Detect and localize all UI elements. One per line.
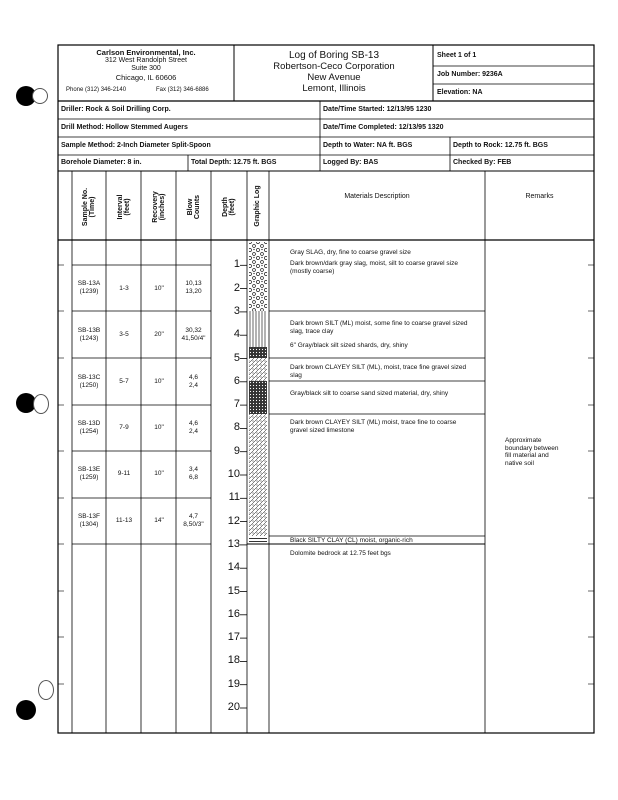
sample-no: SB-13C xyxy=(77,374,101,381)
col-depth: Depth (feet) xyxy=(222,197,236,217)
sample-recovery: 20" xyxy=(154,331,164,338)
depth-label: 18 xyxy=(227,654,240,667)
site-city: Lemont, Illinois xyxy=(302,83,366,94)
material-clayey-silt-lower: Dark brown CLAYEY SILT (ML) moist, trace fine to coarse gravel sized limestone xyxy=(290,419,457,434)
sample-time: (1250) xyxy=(79,382,99,389)
sample-interval: 5-7 xyxy=(119,378,129,385)
depth-label: 7 xyxy=(233,398,240,411)
sample-recovery: 10" xyxy=(154,470,164,477)
depth-label: 4 xyxy=(233,328,240,341)
depth-label: 17 xyxy=(227,631,240,644)
company-fax: Fax (312) 346-6886 xyxy=(156,87,209,93)
sample-blows-2: 2,4 xyxy=(188,428,199,435)
depth-label: 14 xyxy=(227,561,240,574)
boring-log-title: Log of Boring SB-13 xyxy=(288,50,380,61)
sample-interval: 1-3 xyxy=(119,285,129,292)
job-number: Job Number: 9236A xyxy=(437,71,503,78)
sample-blows-2: 2,4 xyxy=(188,382,199,389)
elevation: Elevation: NA xyxy=(437,89,483,96)
depth-to-rock: Depth to Rock: 12.75 ft. BGS xyxy=(453,142,548,149)
sample-no: SB-13E xyxy=(77,466,101,473)
sample-time: (1259) xyxy=(79,474,99,481)
date-completed: Date/Time Completed: 12/13/95 1320 xyxy=(323,124,444,131)
sample-method: Sample Method: 2-Inch Diameter Split-Spoon xyxy=(61,142,211,149)
company-city: Chicago, IL 60606 xyxy=(115,73,177,82)
depth-label: 11 xyxy=(228,491,240,504)
client-name: Robertson-Ceco Corporation xyxy=(273,61,395,72)
material-dark-slag: Dark brown/dark gray slag, moist, silt to coarse gravel size (mostly coarse) xyxy=(290,260,458,275)
company-suite: Suite 300 xyxy=(131,65,161,72)
sample-blows-1: 3,4 xyxy=(188,466,199,473)
sample-interval: 11-13 xyxy=(115,517,133,524)
drill-method: Drill Method: Hollow Stemmed Augers xyxy=(61,124,188,131)
checked-by: Checked By: FEB xyxy=(453,159,512,166)
sample-recovery: 10" xyxy=(154,378,164,385)
sample-blows-1: 30,32 xyxy=(185,327,202,334)
sample-time: (1239) xyxy=(79,288,99,295)
sample-blows-2: 41,50/4" xyxy=(181,335,206,342)
sample-blows-2: 8,50/3" xyxy=(183,521,204,528)
driller: Driller: Rock & Soil Drilling Corp. xyxy=(61,106,171,113)
depth-label: 20 xyxy=(227,701,240,713)
sample-blows-2: 6,8 xyxy=(188,474,199,481)
sample-blows-1: 4,7 xyxy=(188,513,199,520)
sample-blows-1: 10,13 xyxy=(185,280,202,287)
col-sample-no: Sample No. (Time) xyxy=(82,187,96,227)
sample-time: (1254) xyxy=(79,428,99,435)
depth-label: 16 xyxy=(227,607,240,620)
logged-by: Logged By: BAS xyxy=(323,159,379,166)
col-remarks: Remarks xyxy=(525,193,554,200)
material-gray-black-silt: Gray/black silt to coarse sand sized material, dry, shiny xyxy=(290,390,449,397)
sample-interval: 3-5 xyxy=(119,331,129,338)
sheet-number: Sheet 1 of 1 xyxy=(437,52,477,59)
sample-no: SB-13D xyxy=(77,420,101,427)
depth-label: 5 xyxy=(233,351,240,364)
site-street: New Avenue xyxy=(307,72,361,83)
company-name: Carlson Environmental, Inc. xyxy=(96,48,196,57)
depth-to-water: Depth to Water: NA ft. BGS xyxy=(323,142,413,149)
sample-no: SB-13A xyxy=(77,280,101,287)
sample-time: (1304) xyxy=(79,521,99,528)
material-shards: 6" Gray/black silt sized shards, dry, shiny xyxy=(290,342,408,349)
material-clayey-silt-upper: Dark brown CLAYEY SILT (ML), moist, trace fine gravel sized slag xyxy=(290,364,467,379)
col-blow-counts: Blow Counts xyxy=(187,194,201,220)
depth-label: 1 xyxy=(233,258,240,271)
depth-label: 15 xyxy=(227,584,240,597)
sample-interval: 9-11 xyxy=(117,470,131,477)
sample-interval: 7-9 xyxy=(119,424,129,431)
depth-label: 19 xyxy=(227,677,240,690)
depth-label: 6 xyxy=(233,374,240,387)
depth-label: 12 xyxy=(227,514,240,527)
sample-blows-2: 13,20 xyxy=(185,288,202,295)
depth-label: 13 xyxy=(227,537,240,550)
sample-no: SB-13F xyxy=(77,513,101,520)
col-materials-description: Materials Description xyxy=(344,193,410,200)
depth-label: 8 xyxy=(233,421,240,434)
sample-recovery: 14" xyxy=(154,517,164,524)
material-gray-slag: Gray SLAG, dry, fine to coarse gravel size xyxy=(290,249,411,256)
date-started: Date/Time Started: 12/13/95 1230 xyxy=(323,106,432,113)
material-dolomite-bedrock: Dolomite bedrock at 12.75 feet bgs xyxy=(290,550,391,557)
col-interval: Interval (feet) xyxy=(117,194,131,220)
sample-blows-1: 4,6 xyxy=(188,374,199,381)
material-black-silty-clay: Black SILTY CLAY (CL) moist, organic-rich xyxy=(290,537,413,544)
sample-recovery: 10" xyxy=(154,285,164,292)
col-recovery: Recovery (inches) xyxy=(152,191,166,223)
material-dark-brown-silt: Dark brown SILT (ML) moist, some fine to coarse gravel sized slag, trace clay xyxy=(290,320,468,335)
total-depth: Total Depth: 12.75 ft. BGS xyxy=(191,159,277,166)
depth-label: 10 xyxy=(227,468,240,480)
col-graphic-log: Graphic Log xyxy=(254,185,261,227)
depth-label: 3 xyxy=(233,304,240,317)
company-street: 312 West Randolph Street xyxy=(105,57,187,64)
sample-recovery: 10" xyxy=(154,424,164,431)
depth-label: 2 xyxy=(233,281,240,294)
sample-blows-1: 4,6 xyxy=(188,420,199,427)
remark-fill-boundary: Approximate boundary between fill material and native soil xyxy=(505,437,559,467)
borehole-diameter: Borehole Diameter: 8 in. xyxy=(61,159,142,166)
sample-no: SB-13B xyxy=(77,327,101,334)
sample-time: (1243) xyxy=(79,335,99,342)
depth-label: 9 xyxy=(233,444,240,457)
company-phone: Phone (312) 346-2140 xyxy=(66,87,127,93)
